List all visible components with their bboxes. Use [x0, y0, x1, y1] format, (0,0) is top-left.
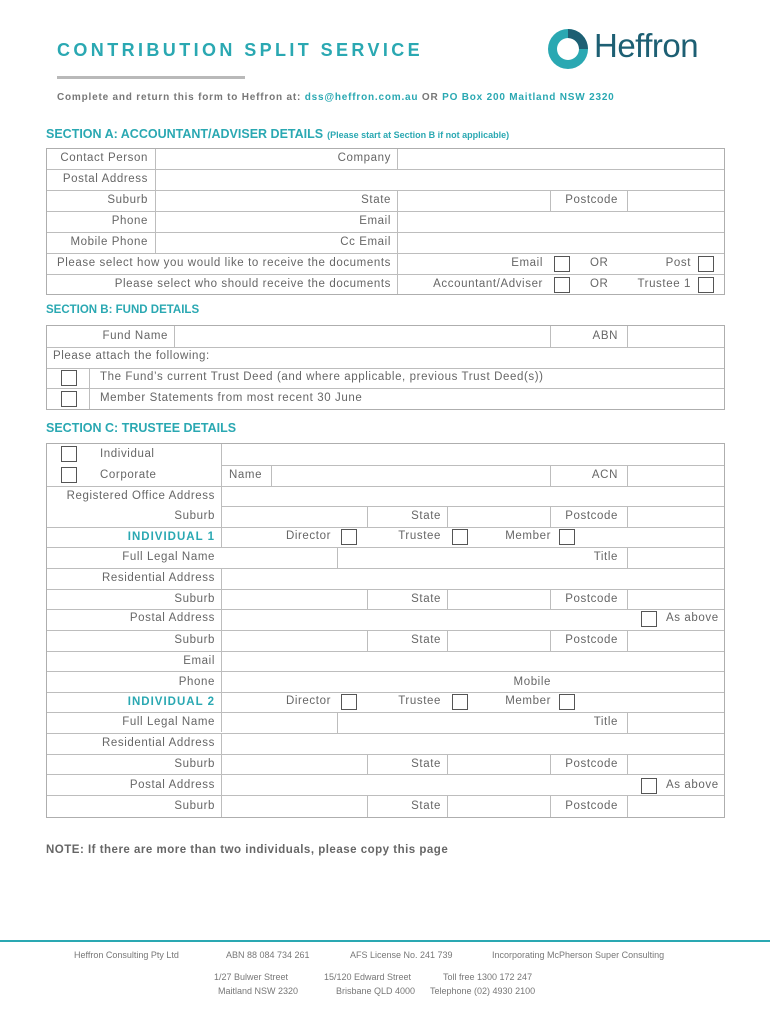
mobile-label: Mobile	[513, 676, 551, 688]
individual-label: Individual	[100, 448, 155, 460]
opt-email-label: Email	[511, 257, 543, 269]
intro-po-box: PO Box 200 Maitland NSW 2320	[442, 92, 615, 103]
footer-incorporating: Incorporating McPherson Super Consulting	[492, 950, 665, 960]
ind2-trustee-label: Trustee	[398, 695, 441, 707]
ind2-postal-label: Postal Address	[129, 779, 215, 791]
footer-addr1-line2: Maitland NSW 2320	[218, 986, 299, 996]
contact-person-label: Contact Person	[60, 152, 148, 164]
registered-office-label: Registered Office Address	[66, 490, 215, 502]
footer-abn: ABN 88 084 734 261	[226, 950, 310, 960]
section-a-heading	[46, 127, 509, 141]
intro-or: OR	[421, 92, 439, 103]
company-field[interactable]	[398, 150, 723, 168]
ind2-postal-suburb-label: Suburb	[174, 800, 215, 812]
fund-name-label: Fund Name	[102, 330, 168, 342]
ind1-suburb-label: Suburb	[174, 593, 215, 605]
opt-or-label-2: OR	[590, 278, 609, 290]
receive-post-checkbox[interactable]	[698, 256, 714, 272]
corporate-name-field[interactable]	[272, 466, 549, 485]
ind1-title-label: Title	[593, 551, 618, 563]
ind1-member-checkbox[interactable]	[559, 529, 575, 545]
intro-email-link[interactable]: dss@heffron.com.au	[304, 92, 419, 103]
opt-post-label: Post	[665, 257, 691, 269]
corporate-label: Corporate	[100, 469, 157, 481]
ind1-director-checkbox[interactable]	[341, 529, 357, 545]
section-c-table	[46, 443, 725, 818]
receiver-accountant-checkbox[interactable]	[554, 277, 570, 293]
ind2-suburb-label: Suburb	[174, 758, 215, 770]
ind1-state-label: State	[411, 593, 441, 605]
postcode-label: Postcode	[565, 194, 618, 206]
reg-suburb-label: Suburb	[174, 510, 215, 522]
ind1-postcode-label: Postcode	[565, 593, 618, 605]
ind2-residential-field[interactable]	[222, 734, 723, 753]
ind1-residential-field[interactable]	[222, 569, 723, 588]
ind1-postal-label: Postal Address	[129, 612, 215, 624]
footer-addr1-line1: 1/27 Bulwer Street	[214, 972, 289, 982]
abn-label: ABN	[592, 330, 618, 342]
individual-1-heading: INDIVIDUAL 1	[127, 531, 215, 543]
heffron-logo	[546, 27, 726, 71]
cc-email-label: Cc Email	[340, 236, 391, 248]
ind1-full-name-label: Full Legal Name	[122, 551, 215, 563]
registered-office-field[interactable]	[222, 487, 723, 506]
section-b-table	[46, 325, 725, 410]
suburb-label: Suburb	[107, 194, 148, 206]
ind2-as-above-checkbox[interactable]	[641, 778, 657, 794]
ind1-postal-suburb-label: Suburb	[174, 634, 215, 646]
ind2-postal-postcode-label: Postcode	[565, 800, 618, 812]
phone-label: Phone	[111, 215, 148, 227]
logo-text: Heffron	[594, 27, 699, 64]
ind2-trustee-checkbox[interactable]	[452, 694, 468, 710]
footer-rule	[0, 940, 770, 942]
ind1-postal-postcode-label: Postcode	[565, 634, 618, 646]
ind1-director-label: Director	[285, 530, 331, 542]
heffron-logo-icon	[546, 27, 590, 71]
ind1-trustee-label: Trustee	[398, 530, 441, 542]
member-statements-checkbox[interactable]	[61, 391, 77, 407]
section-a-table	[46, 148, 725, 295]
contact-person-field[interactable]	[156, 150, 316, 168]
state-label: State	[361, 194, 391, 206]
individual-2-heading: INDIVIDUAL 2	[127, 696, 215, 708]
trust-deed-label: The Fund’s current Trust Deed (and where applicable, previous Trust Deed(s))	[100, 371, 544, 383]
form-title: CONTRIBUTION SPLIT SERVICE	[57, 40, 424, 60]
ind2-postal-state-label: State	[411, 800, 441, 812]
acn-field[interactable]	[628, 466, 723, 485]
mobile-phone-label: Mobile Phone	[70, 236, 148, 248]
ind2-state-label: State	[411, 758, 441, 770]
ind2-director-label: Director	[285, 695, 331, 707]
title-underline	[57, 76, 245, 79]
ind2-residential-label: Residential Address	[101, 737, 215, 749]
intro-text: Complete and return this form to Heffron at:	[57, 92, 302, 103]
attach-label: Please attach the following:	[53, 350, 210, 362]
copy-page-note: NOTE: If there are more than two individuals, please copy this page	[46, 844, 449, 856]
postal-address-label: Postal Address	[62, 173, 148, 185]
ind1-residential-label: Residential Address	[101, 572, 215, 584]
footer-tollfree: Toll free 1300 172 247	[443, 972, 533, 982]
postcode-field[interactable]	[628, 192, 723, 210]
email-label: Email	[359, 215, 391, 227]
opt-trustee-label: Trustee 1	[637, 278, 691, 290]
member-statements-label: Member Statements from most recent 30 June	[100, 392, 363, 404]
intro-line	[57, 92, 615, 103]
section-a-title: SECTION A: ACCOUNTANT/ADVISER DETAILS	[46, 127, 324, 141]
receive-how-label: Please select how you would like to receive the documents	[56, 257, 391, 269]
acn-label: ACN	[591, 469, 618, 481]
ind1-as-above-checkbox[interactable]	[641, 611, 657, 627]
footer-telephone: Telephone (02) 4930 2100	[430, 986, 536, 996]
ind2-full-name-label: Full Legal Name	[122, 716, 215, 728]
receiver-trustee-checkbox[interactable]	[698, 277, 714, 293]
ind2-member-checkbox[interactable]	[559, 694, 575, 710]
opt-accountant-label: Accountant/Adviser	[433, 278, 543, 290]
state-field[interactable]	[398, 192, 549, 210]
name-label: Name	[229, 469, 263, 481]
corporate-trustee-checkbox[interactable]	[61, 467, 77, 483]
abn-field[interactable]	[628, 327, 723, 346]
section-b-heading: SECTION B: FUND DETAILS	[46, 304, 200, 316]
ind1-postal-state-label: State	[411, 634, 441, 646]
ind1-member-label: Member	[505, 530, 551, 542]
ind1-as-above-label: As above	[666, 612, 719, 624]
section-a-note: (Please start at Section B if not applicable)	[327, 130, 510, 140]
receive-who-label: Please select who should receive the documents	[114, 278, 391, 290]
company-label: Company	[337, 152, 391, 164]
email-label: Email	[183, 655, 215, 667]
ind2-director-checkbox[interactable]	[341, 694, 357, 710]
cc-email-field[interactable]	[398, 234, 723, 252]
section-c-heading: SECTION C: TRUSTEE DETAILS	[46, 421, 237, 435]
reg-state-label: State	[411, 510, 441, 522]
email-field[interactable]	[398, 213, 723, 231]
receive-email-checkbox[interactable]	[554, 256, 570, 272]
email-field[interactable]	[222, 652, 723, 671]
footer-afs: AFS License No. 241 739	[350, 950, 453, 960]
fund-name-field[interactable]	[175, 327, 549, 346]
footer-addr2-line2: Brisbane QLD 4000	[336, 986, 416, 996]
phone-label: Phone	[178, 676, 215, 688]
opt-or-label: OR	[590, 257, 609, 269]
ind2-member-label: Member	[505, 695, 551, 707]
postal-address-field[interactable]	[156, 171, 723, 189]
ind2-as-above-label: As above	[666, 779, 719, 791]
ind1-trustee-checkbox[interactable]	[452, 529, 468, 545]
footer-company: Heffron Consulting Pty Ltd	[74, 950, 179, 960]
footer-addr2-line1: 15/120 Edward Street	[324, 972, 412, 982]
ind2-postcode-label: Postcode	[565, 758, 618, 770]
reg-postcode-label: Postcode	[565, 510, 618, 522]
individual-trustee-checkbox[interactable]	[61, 446, 77, 462]
trust-deed-checkbox[interactable]	[61, 370, 77, 386]
ind2-title-label: Title	[593, 716, 618, 728]
